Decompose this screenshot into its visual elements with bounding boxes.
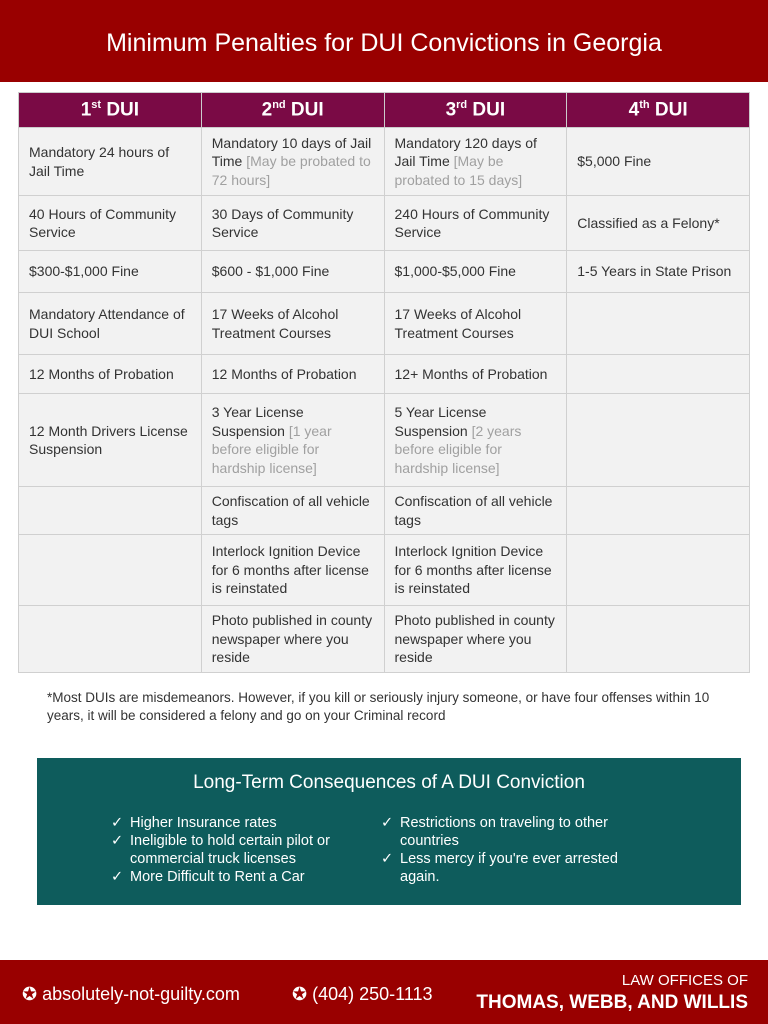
consequences-box	[37, 758, 741, 905]
table-cell: 3 Year License Suspension [1 year before eligible for hardship license]	[201, 394, 384, 487]
column-header: 4th DUI	[567, 93, 750, 128]
table-cell: Photo published in county newspaper where you reside	[384, 606, 567, 673]
consequence-item: ✓ Higher Insurance rates	[111, 815, 277, 831]
table-cell: $600 - $1,000 Fine	[201, 251, 384, 293]
star-icon: ✪	[22, 984, 38, 1004]
table-row	[19, 606, 750, 673]
check-icon: ✓	[381, 815, 394, 831]
table-cell: Mandatory 10 days of Jail Time [May be probated to 72 hours]	[201, 128, 384, 196]
footnote: *Most DUIs are misdemeanors. However, if you kill or seriously injury someone, or have four offenses within 10 years, it will be considered a felony and go on your Criminal record	[47, 690, 710, 723]
table-cell	[567, 293, 750, 355]
consequences-title: Long-Term Consequences of A DUI Conviction	[193, 772, 585, 793]
consequence-item: ✓ More Difficult to Rent a Car	[111, 869, 305, 885]
table-cell: Interlock Ignition Device for 6 months after license is reinstated	[384, 535, 567, 606]
table-cell: 17 Weeks of Alcohol Treatment Courses	[201, 293, 384, 355]
table-cell: $5,000 Fine	[567, 128, 750, 196]
table-cell	[567, 535, 750, 606]
table-row	[19, 355, 750, 394]
table-cell: Mandatory Attendance of DUI School	[19, 293, 202, 355]
table-cell	[567, 355, 750, 394]
consequence-item: ✓ Less mercy if you're ever arrested again.	[381, 851, 618, 885]
table-cell: Mandatory 24 hours of Jail Time	[19, 128, 202, 196]
table-cell: Interlock Ignition Device for 6 months after license is reinstated	[201, 535, 384, 606]
page-title: Minimum Penalties for DUI Convictions in Georgia	[0, 0, 768, 82]
table-cell	[19, 535, 202, 606]
table-cell: Confiscation of all vehicle tags	[384, 487, 567, 535]
table-cell: 5 Year License Suspension [2 years before eligible for hardship license]	[384, 394, 567, 487]
table-cell: 12 Months of Probation	[19, 355, 202, 394]
table-cell: 12 Month Drivers License Suspension	[19, 394, 202, 487]
table-cell	[567, 606, 750, 673]
table-cell	[19, 487, 202, 535]
law-offices-label: LAW OFFICES OF	[621, 972, 748, 989]
table-cell: Mandatory 120 days of Jail Time [May be probated to 15 days]	[384, 128, 567, 196]
penalties-table	[18, 92, 750, 673]
table-row	[19, 487, 750, 535]
website-link[interactable]: ✪ absolutely-not-guilty.com	[22, 984, 240, 1004]
column-header: 2nd DUI	[201, 93, 384, 128]
table-row	[19, 128, 750, 196]
check-icon: ✓	[111, 815, 124, 831]
table-cell	[19, 606, 202, 673]
consequence-item: ✓ Ineligible to hold certain pilot or commercial truck licenses	[111, 833, 330, 867]
check-icon: ✓	[381, 851, 394, 867]
consequences-right	[381, 814, 641, 886]
table-cell: 17 Weeks of Alcohol Treatment Courses	[384, 293, 567, 355]
table-row	[19, 293, 750, 355]
consequence-item: ✓ Restrictions on traveling to other countries	[381, 815, 608, 849]
table-row	[19, 196, 750, 251]
check-icon: ✓	[111, 833, 124, 849]
firm-name: THOMAS, WEBB, AND WILLIS	[476, 992, 748, 1013]
table-cell: $1,000-$5,000 Fine	[384, 251, 567, 293]
table-row	[19, 394, 750, 487]
table-row	[19, 251, 750, 293]
table-cell: Confiscation of all vehicle tags	[201, 487, 384, 535]
table-cell: 12+ Months of Probation	[384, 355, 567, 394]
footer	[0, 960, 768, 1024]
star-icon: ✪	[292, 984, 308, 1004]
table-cell: Photo published in county newspaper where you reside	[201, 606, 384, 673]
phone-link[interactable]: ✪ (404) 250-1113	[292, 984, 433, 1004]
table-cell	[567, 394, 750, 487]
table-row	[19, 535, 750, 606]
check-icon: ✓	[111, 869, 124, 885]
column-header: 1st DUI	[19, 93, 202, 128]
table-cell: 30 Days of Community Service	[201, 196, 384, 251]
table-cell: 1-5 Years in State Prison	[567, 251, 750, 293]
table-cell: 240 Hours of Community Service	[384, 196, 567, 251]
table-cell: 12 Months of Probation	[201, 355, 384, 394]
column-header: 3rd DUI	[384, 93, 567, 128]
table-cell	[567, 487, 750, 535]
table-cell: Classified as a Felony*	[567, 196, 750, 251]
consequences-left	[111, 814, 361, 886]
table-cell: 40 Hours of Community Service	[19, 196, 202, 251]
table-cell: $300-$1,000 Fine	[19, 251, 202, 293]
